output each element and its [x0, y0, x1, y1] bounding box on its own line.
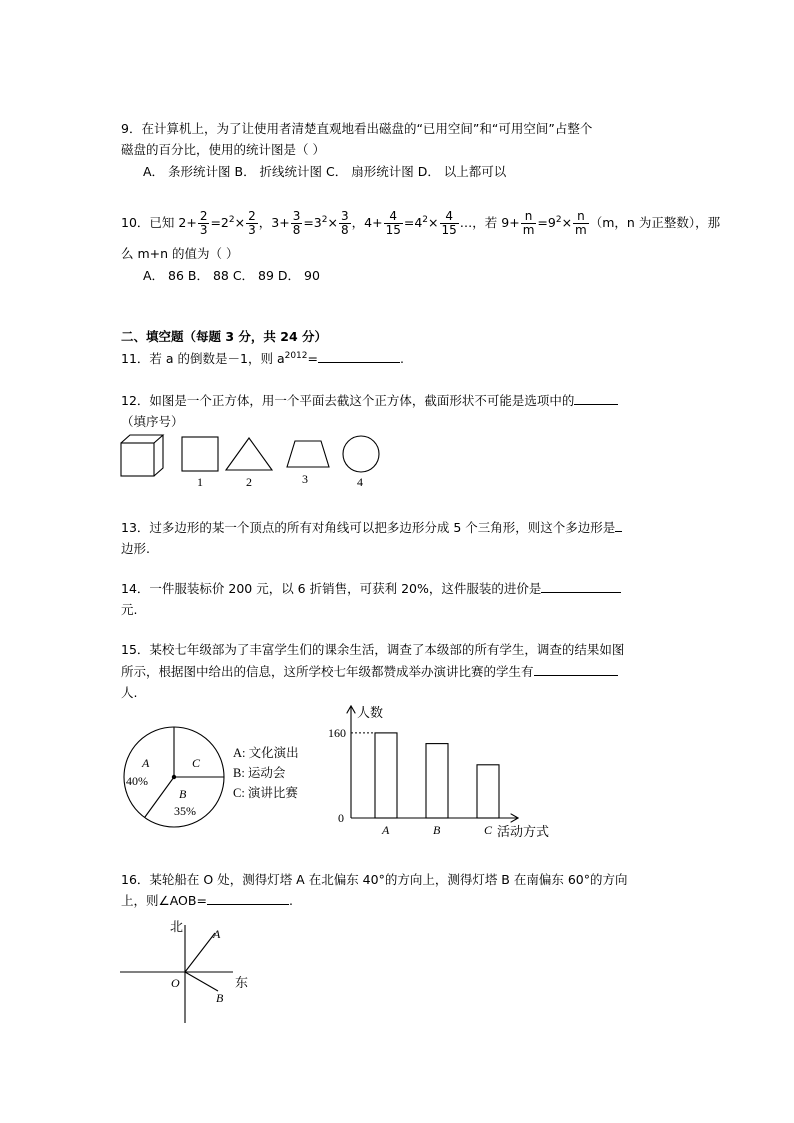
q13-line1: 13．过多边形的某一个顶点的所有对角线可以把多边形分成 5 个三角形，则这个多边形是 [121, 518, 622, 536]
pie-chart [118, 722, 333, 832]
q12-line1: 12．如图是一个正方体，用一个平面去截这个正方体，截面形状不可能是选项中的 [121, 391, 618, 409]
answer-blank[interactable] [534, 663, 618, 676]
fraction: $\frac{3}{8}$ [292, 209, 301, 238]
x-tick-b: B [433, 823, 441, 837]
q16-line1: 16．某轮船在 O 处，测得灯塔 A 在北偏东 40°的方向上，测得灯塔 B 在南偏东 60°的方向 [121, 872, 628, 887]
fraction: $\frac{n}{m}$ [575, 209, 587, 238]
legend-item-b: B: 运动会 [233, 766, 286, 780]
q15-line3: 人. [121, 685, 138, 700]
point-a-label: A [213, 927, 221, 941]
ray-oa [185, 933, 215, 972]
cube-icon [121, 435, 163, 476]
q15-line2: 所示，根据图中给出的信息，这所学校七年级都赞成举办演讲比赛的学生有 [121, 662, 618, 680]
q10-line2: 么 m+n 的值为（ ） [121, 246, 239, 261]
fraction: $\frac{4}{15}$ [441, 209, 457, 238]
q12-line2: （填序号） [121, 414, 184, 429]
pie-center-dot [172, 775, 176, 779]
q9-options: A． 条形统计图 B． 折线统计图 C． 扇形统计图 D． 以上都可以 [143, 164, 507, 179]
bar-b [426, 744, 448, 818]
trapezoid-option-shape [287, 441, 329, 467]
answer-blank[interactable] [541, 580, 621, 593]
east-label: 东 [235, 975, 249, 990]
pie-label-c: C [192, 756, 201, 770]
q11: 11．若 a 的倒数是－1，则 $a^{2012}=$ . [121, 350, 404, 366]
y-tick-160: 160 [328, 725, 346, 740]
triangle-option-shape [226, 438, 272, 470]
point-b-label: B [216, 991, 224, 1005]
answer-blank[interactable] [615, 519, 622, 532]
fraction: $\frac{2}{3}$ [248, 209, 256, 238]
legend-item-c: C: 演讲比赛 [233, 786, 298, 800]
q10-options: A． 86 B． 88 C． 89 D． 90 [143, 268, 320, 283]
square-option-shape [182, 437, 218, 471]
fraction: $\frac{n}{m}$ [522, 209, 535, 238]
answer-blank[interactable] [207, 892, 289, 905]
pie-label-a-percent: 40% [126, 774, 148, 788]
fraction: $\frac{2}{3}$ [199, 209, 208, 238]
x-tick-c: C [484, 823, 493, 837]
q14-line2: 元. [121, 602, 138, 617]
option-label-1: 1 [197, 475, 203, 489]
fraction: $\frac{3}{8}$ [340, 209, 349, 238]
bar-chart [328, 703, 563, 843]
bar-c [477, 765, 499, 818]
y-axis-label: 人数 [357, 705, 384, 720]
q9-line2: 磁盘的百分比，使用的统计图是（ ） [121, 142, 325, 157]
point-o-label: O [171, 976, 180, 990]
pie-label-a: A [142, 756, 150, 770]
direction-diagram [115, 915, 265, 1030]
pie-label-b: B [179, 787, 187, 801]
option-label-3: 3 [302, 472, 308, 486]
legend-item-a: A: 文化演出 [233, 746, 299, 760]
x-axis-label: 活动方式 [497, 824, 550, 839]
section-title: 二、填空题（每题 3 分，共 24 分） [121, 329, 328, 344]
option-label-2: 2 [246, 475, 252, 489]
q10-line1: 10．已知 2+ $\frac{2}{3}$ $=2^2\times$ $\frac{2}{3}$ ，3+ $\frac{3}{8}$ $=3^2\times$ $\frac{3}{8}$ ，4+ $\frac{4}{15}$ $=4^2\times$ $\frac{4}{15}$ …，若 9+ $\frac{n}{m}$ $=9^2\times$ $\frac{n}{m}$ （m，n 为正整数），那 [121, 209, 721, 238]
bar-a [375, 733, 397, 818]
fraction: $\frac{4}{15}$ [385, 209, 401, 238]
q12-shapes-figure [115, 430, 395, 492]
pie-label-b-percent: 35% [174, 804, 196, 818]
q16-line2: 上，则∠AOB= . [121, 893, 293, 908]
q13-line2: 边形. [121, 541, 150, 556]
circle-option-shape [343, 436, 379, 472]
answer-blank[interactable] [318, 350, 400, 363]
y-tick-0: 0 [338, 811, 344, 825]
north-label: 北 [170, 919, 184, 934]
q14-line1: 14．一件服装标价 200 元，以 6 折销售，可获利 20%，这件服装的进价是 [121, 579, 621, 597]
q9-line1: 9．在计算机上，为了让使用者清楚直观地看出磁盘的“已用空间”和“可用空间”占整个 [121, 121, 593, 136]
option-label-4: 4 [357, 475, 363, 489]
answer-blank[interactable] [574, 392, 618, 405]
q15-line1: 15．某校七年级部为了丰富学生们的课余生活，调查了本级部的所有学生，调查的结果如图 [121, 642, 625, 657]
pie-slice-boundary-a [145, 777, 174, 818]
x-tick-a: A [382, 823, 390, 837]
q10-prefix: 10．已知 2+ [121, 215, 197, 231]
ray-ob [185, 972, 218, 991]
